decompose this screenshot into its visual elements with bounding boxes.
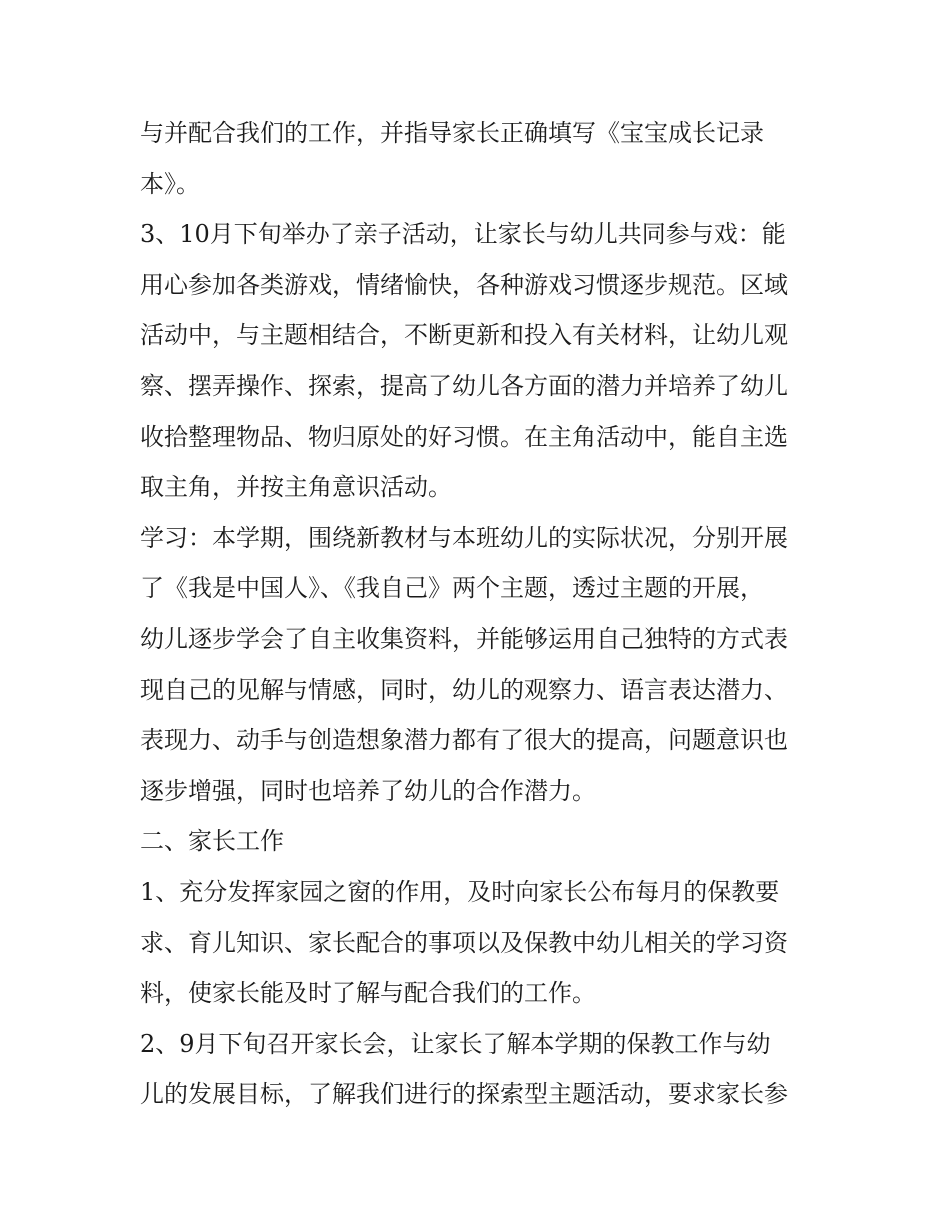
text-line: 3、10月下旬举办了亲子活动，让家长与幼儿共同参与戏：能 <box>140 220 786 249</box>
text-line: 现自己的见解与情感，同时，幼儿的观察力、语言表达潜力、 <box>140 675 788 704</box>
text-line: 本》。 <box>140 169 200 198</box>
text-line: 学习：本学期，围绕新教材与本班幼儿的实际状况，分别开展 <box>140 523 788 552</box>
text-line: 料，使家长能及时了解与配合我们的工作。 <box>140 979 596 1008</box>
document-body <box>140 108 830 1120</box>
section-heading: 二、家长工作 <box>140 827 284 856</box>
text-line: 求、育儿知识、家长配合的事项以及保教中幼儿相关的学习资 <box>140 928 788 957</box>
text-line: 活动中，与主题相结合，不断更新和投入有关材料，让幼儿观 <box>140 321 788 350</box>
text-line: 取主角，并按主角意识活动。 <box>140 473 452 502</box>
text-line: 2、9月下旬召开家长会，让家长了解本学期的保教工作与幼 <box>140 1029 771 1058</box>
text-line: 察、摆弄操作、探索，提高了幼儿各方面的潜力并培养了幼儿 <box>140 371 788 400</box>
text-line: 逐步增强，同时也培养了幼儿的合作潜力。 <box>140 776 596 805</box>
text-line: 儿的发展目标，了解我们进行的探索型主题活动，要求家长参 <box>140 1080 788 1109</box>
text-line: 收拾整理物品、物归原处的好习惯。在主角活动中，能自主选 <box>140 422 788 451</box>
text-line: 了《我是中国人》、《我自己》两个主题，透过主题的开展， <box>140 574 764 603</box>
text-line: 与并配合我们的工作，并指导家长正确填写《宝宝成长记录 <box>140 119 764 147</box>
text-line: 幼儿逐步学会了自主收集资料，并能够运用自己独特的方式表 <box>140 624 788 653</box>
text-line: 表现力、动手与创造想象潜力都有了很大的提高，问题意识也 <box>140 726 788 755</box>
text-line: 用心参加各类游戏，情绪愉快，各种游戏习惯逐步规范。区域 <box>140 270 788 299</box>
text-line: 1、充分发挥家园之窗的作用，及时向家长公布每月的保教要 <box>140 877 780 906</box>
